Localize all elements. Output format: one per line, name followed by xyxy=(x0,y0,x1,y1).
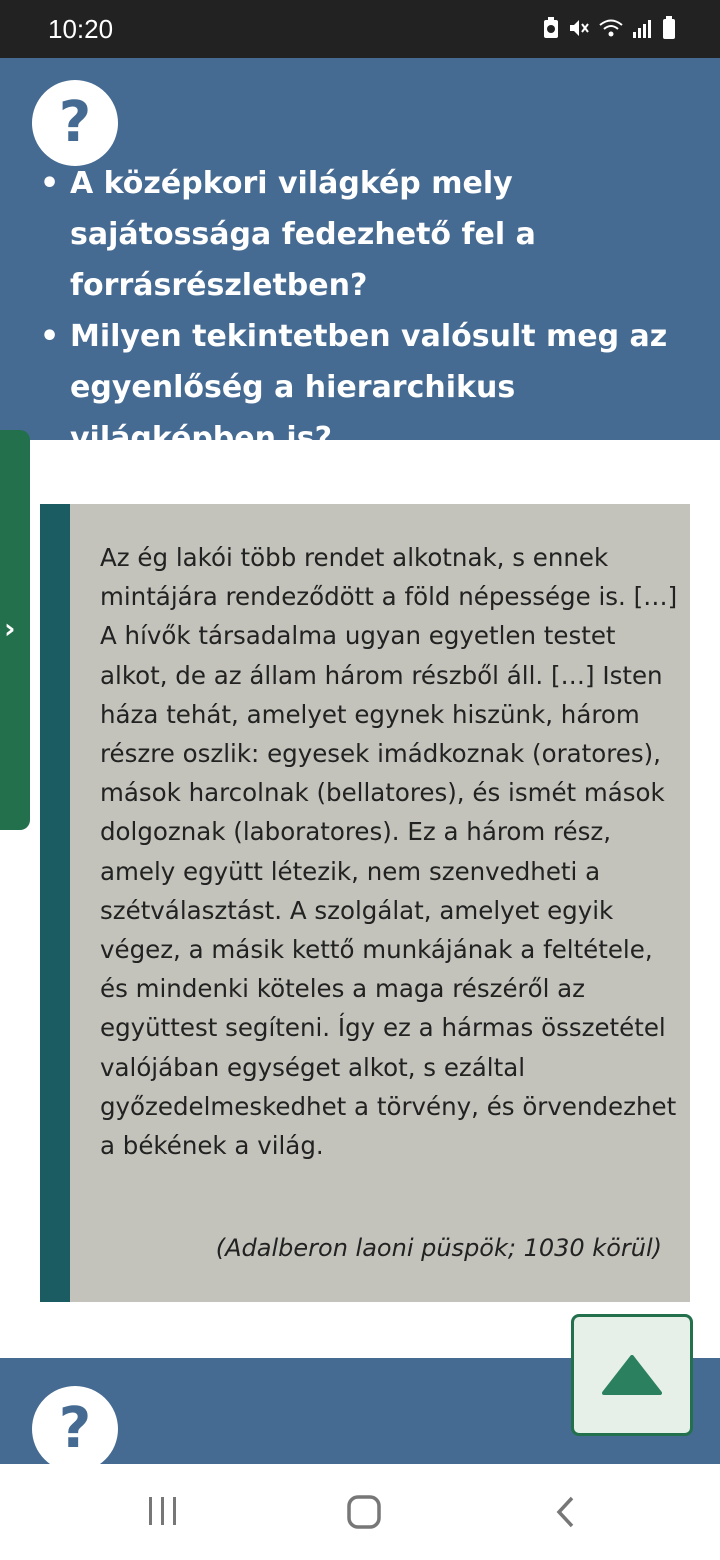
status-icons xyxy=(542,16,676,45)
question-item xyxy=(40,158,700,311)
bullet-icon: • xyxy=(40,319,60,354)
signal-icon xyxy=(632,18,654,43)
question-mark-icon: ? xyxy=(32,80,118,166)
question-panel xyxy=(0,58,720,456)
scroll-to-top-button[interactable] xyxy=(571,1314,693,1436)
side-drawer-tab[interactable] xyxy=(0,430,30,830)
question-text: A középkori világkép mely sajátossága fedezhető fel a forrásrészletben? xyxy=(70,166,536,303)
question-text: Milyen tekintetben valósult meg az egyenlőség a hierarchikus világképben is? xyxy=(70,319,668,456)
battery-icon xyxy=(662,16,676,45)
quote-text: Az ég lakói több rendet alkotnak, s ennek mintájára rendeződött a föld népessége is. […] A hívők társadalma ugyan egyetlen testet alkot, de az állam három részből áll. […] Isten háza tehát, amelyet egynek hiszünk, három részre oszlik: egyesek imádkoznak (oratores), mások harcolnak (bellatores), és ismét mások dolgoznak (laboratores). Ez a három rész, amely együtt létezik, nem szenvedheti a szétválasztást. A szolgálat, amelyet egyik végez, a másik kettő munkájának a feltétele, és mindenki köteles a maga részéről az együttest segíteni. Így ez a hármas összetétel valójában egységet alkot, s ezáltal győzedelmeskedhet a törvény, és örvendezhet a békének a világ. xyxy=(100,543,678,1161)
home-button[interactable] xyxy=(346,1494,394,1534)
bullet-icon: • xyxy=(40,166,60,201)
recent-apps-button[interactable] xyxy=(146,1494,194,1534)
home-icon xyxy=(346,1494,382,1530)
source-quote xyxy=(40,504,690,1302)
wifi-icon xyxy=(598,18,624,43)
question-mark-icon: ? xyxy=(32,1386,118,1464)
question-list xyxy=(40,158,700,464)
chevron-right-icon: › xyxy=(4,612,16,645)
mute-icon xyxy=(568,17,590,44)
triangle-up-icon xyxy=(602,1355,662,1395)
status-time: 10:20 xyxy=(48,14,114,44)
battery-saver-icon xyxy=(542,17,560,44)
quote-citation: (Adalberon laoni püspök; 1030 körül) xyxy=(215,1234,662,1262)
back-button[interactable] xyxy=(552,1494,600,1534)
status-bar xyxy=(0,0,720,58)
question-item xyxy=(40,311,700,464)
recent-apps-icon xyxy=(146,1494,180,1528)
navigation-bar xyxy=(0,1464,720,1560)
back-icon xyxy=(552,1494,582,1530)
quote-accent-bar xyxy=(40,504,70,1302)
